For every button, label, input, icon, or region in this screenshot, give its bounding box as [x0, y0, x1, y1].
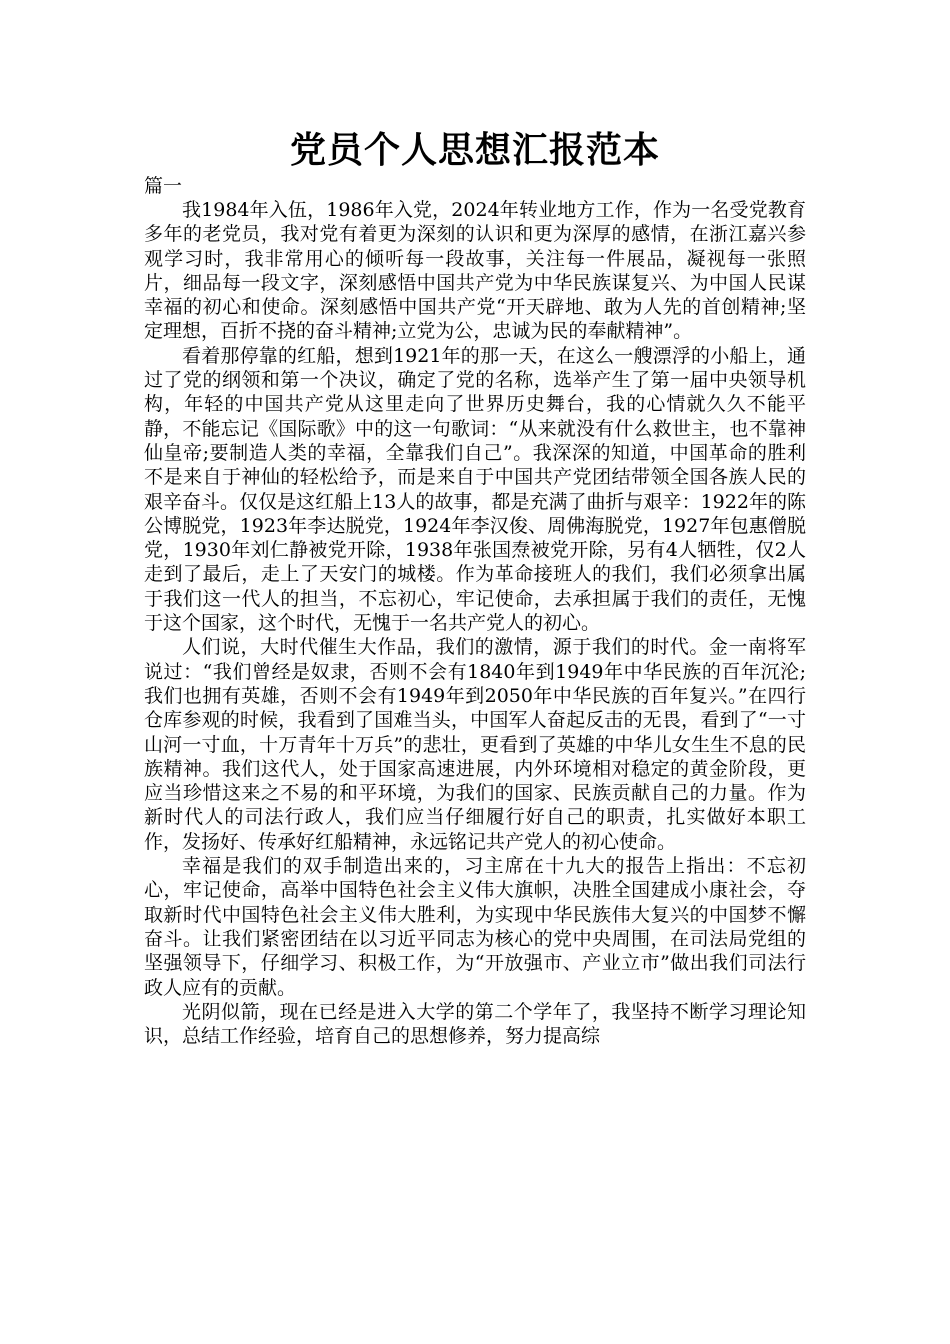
- paragraph-2: 看着那停靠的红船，想到1921年的那一天，在这么一艘漂浮的小船上，通过了党的纲领和第一个决议，确定了党的名称，选举产生了第一届中央领导机构，年轻的中国共产党从这里走向了世界历史舞台，我的心情就久久不能平静，不能忘记《国际歌》中的这一句歌词：“从来就没有什么救世主，也不靠神仙皇帝;要制造人类的幸福，全靠我们自己”。我深深的知道，中国革命的胜利不是来自于神仙的轻松给予，而是来自于中国共产党团结带领全国各族人民的艰辛奋斗。仅仅是这红船上13人的故事，都是充满了曲折与艰辛：1922年的陈公博脱党，1923年李达脱党，1924年李汉俊、周佛海脱党，1927年包惠僧脱党，1930年刘仁静被党开除，1938年张国焘被党开除，另有4人牺牲，仅2人走到了最后，走上了天安门的城楼。作为革命接班人的我们，我们必须拿出属于我们这一代人的担当，不忘初心，牢记使命，去承担属于我们的责任，无愧于这个国家，这个时代，无愧于一名共产党人的初心。: [144, 344, 806, 635]
- document-page: [144, 128, 806, 1048]
- section-label: 篇一: [144, 175, 183, 197]
- paragraph-5: 光阴似箭，现在已经是进入大学的第二个学年了，我坚持不断学习理论知识，总结工作经验，培育自己的思想修养，努力提高综: [144, 1000, 806, 1048]
- paragraph-1: 我1984年入伍，1986年入党，2024年转业地方工作，作为一名受党教育多年的老党员，我对党有着更为深刻的认识和更为深厚的感情，在浙江嘉兴参观学习时，我非常用心的倾听每一段故事，关注每一件展品，凝视每一张照片，细品每一段文字，深刻感悟中国共产党为中华民族谋复兴、为中国人民谋幸福的初心和使命。深刻感悟中国共产党“开天辟地、敢为人先的首创精神;坚定理想，百折不挠的奋斗精神;立党为公，忠诚为民的奉献精神”。: [144, 199, 806, 343]
- paragraph-3: 人们说，大时代催生大作品，我们的激情，源于我们的时代。金一南将军说过：“我们曾经是奴隶，否则不会有1840年到1949年中华民族的百年沉沦;我们也拥有英雄，否则不会有1949年到2050年中华民族的百年复兴。”在四行仓库参观的时候，我看到了国难当头，中国军人奋起反击的无畏，看到了“一寸山河一寸血，十万青年十万兵”的悲壮，更看到了英雄的中华儿女生生不息的民族精神。我们这代人，处于国家高速进展，内外环境相对稳定的黄金阶段，更应当珍惜这来之不易的和平环境，为我们的国家、民族贡献自己的力量。作为新时代人的司法行政人，我们应当仔细履行好自己的职责，扎实做好本职工作，发扬好、传承好红船精神，永远铭记共产党人的初心使命。: [144, 636, 806, 853]
- document-title: 党员个人思想汇报范本: [289, 130, 660, 171]
- paragraph-4: 幸福是我们的双手制造出来的，习主席在十九大的报告上指出：不忘初心，牢记使命，高举中国特色社会主义伟大旗帜，决胜全国建成小康社会，夺取新时代中国特色社会主义伟大胜利，为实现中华民族伟大复兴的中国梦不懈奋斗。让我们紧密团结在以习近平同志为核心的党中央周围，在司法局党组的坚强领导下，仔细学习、积极工作，为“开放强市、产业立市”做出我们司法行政人应有的贡献。: [144, 855, 806, 999]
